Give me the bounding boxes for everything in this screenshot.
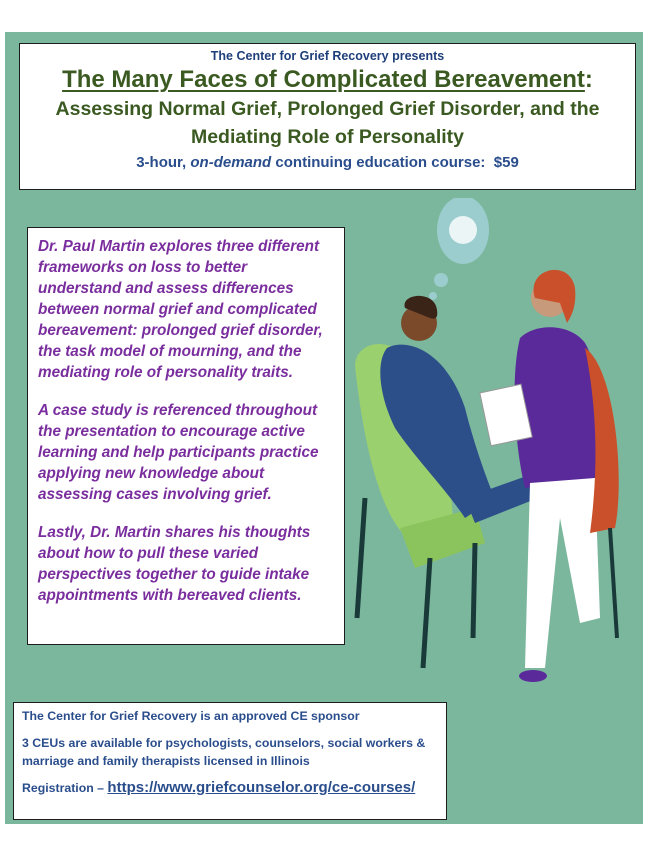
sponsor-line: The Center for Grief Recovery is an approved CE sponsor — [22, 709, 360, 723]
course-suffix: continuing education course: — [275, 154, 486, 171]
course-prefix: 3-hour, — [136, 154, 187, 171]
header-box — [19, 43, 636, 190]
presenter-line: The Center for Grief Recovery presents — [210, 49, 445, 63]
thought-dot-1 — [434, 273, 448, 287]
course-title-text: The Many Faces of Complicated Bereavement — [62, 66, 585, 93]
couch-leg-3 — [357, 498, 365, 618]
footer-box — [13, 702, 447, 820]
therapist-legs — [525, 478, 600, 668]
registration-label: Registration – — [22, 781, 104, 795]
course-subtitle: Assessing Normal Grief, Prolonged Grief Disorder, and the Mediating Role of Personality — [55, 98, 600, 148]
description-paragraph: A case study is referenced throughout the presentation to encourage active learning and help participants practice applying new knowledge about assessing cases involving grief. — [38, 402, 319, 503]
chair-leg — [610, 528, 617, 638]
course-title — [20, 65, 635, 95]
registration-line — [22, 779, 438, 797]
course-price: $59 — [493, 154, 519, 171]
couch-leg-1 — [423, 558, 430, 668]
description-paragraph: Dr. Paul Martin explores three different frameworks on loss to better understand and assess differences between normal grief and complicated bereavement: prolonged grief disorder, the task model of mourning, and the mediating role of personality traits. — [38, 238, 323, 381]
therapist-shoe — [519, 670, 547, 682]
ceu-line: 3 CEUs are available for psychologists, counselors, social workers & marriage and family therapists licensed in Illinois — [22, 736, 426, 768]
thought-bubble-center — [449, 216, 477, 244]
title-colon: : — [584, 66, 593, 93]
therapy-session-illustration — [345, 198, 635, 788]
registration-link[interactable]: https://www.griefcounselor.org/ce-courses/ — [107, 779, 416, 796]
description-paragraph: Lastly, Dr. Martin shares his thoughts about how to pull these varied perspectives together to guide intake appointments with bereaved clients. — [38, 524, 311, 604]
thought-dot-2 — [429, 292, 437, 300]
description-box — [27, 227, 345, 645]
couch-leg-2 — [473, 543, 475, 638]
course-format: on-demand — [190, 154, 272, 171]
course-info-line — [20, 154, 635, 171]
poster-background — [5, 32, 643, 824]
